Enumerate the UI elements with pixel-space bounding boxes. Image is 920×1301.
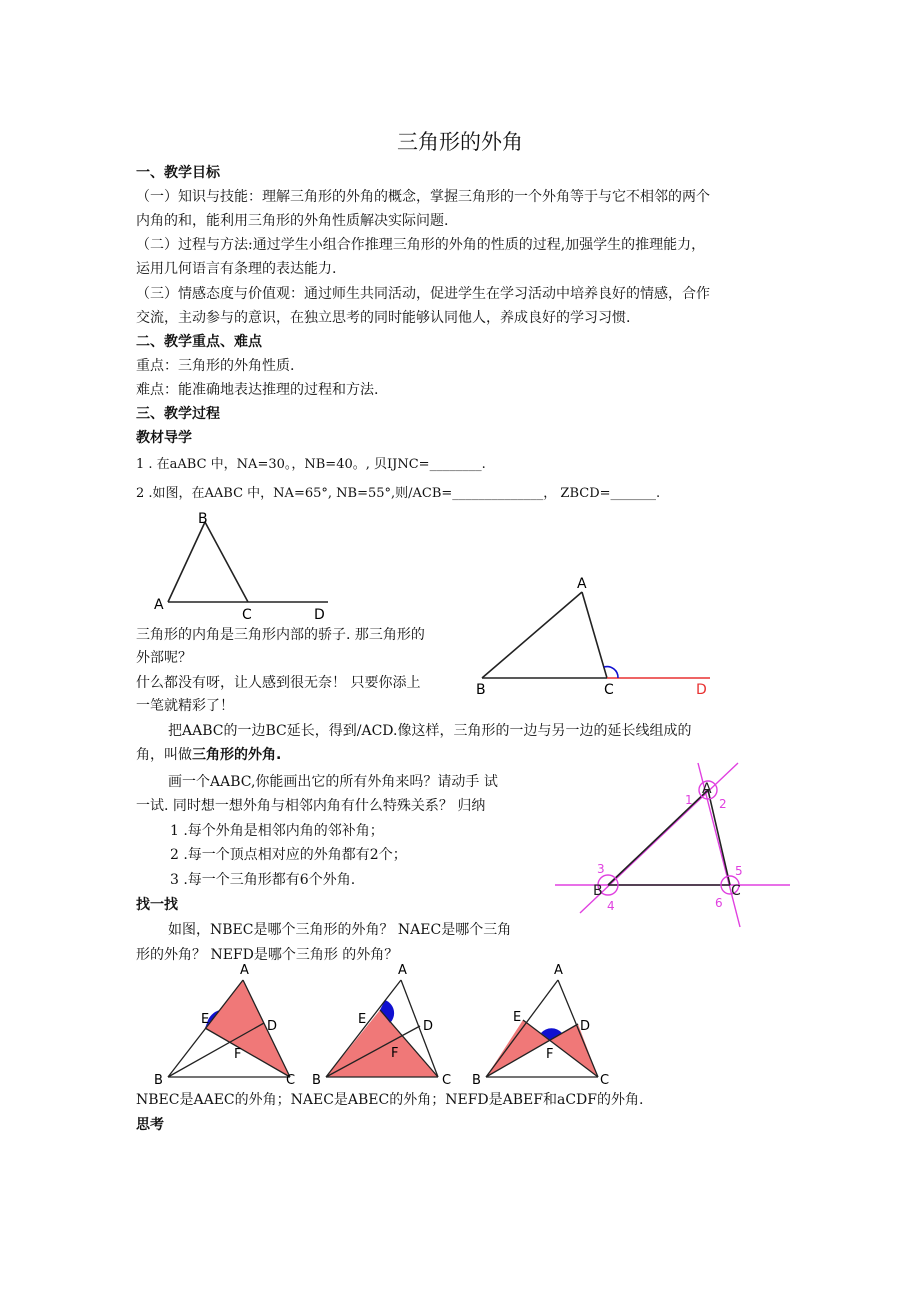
vertex-label-a: A [702,781,712,797]
question-1: 1 . 在aABC 中，NA=30。，NB=40。, 贝IJNC=________. [136,457,486,472]
intro-line: 外部呢？ [136,650,192,666]
vertex-label-a: A [398,963,407,978]
vertex-label-b: B [312,1073,321,1088]
angle-number: 3 [597,862,605,876]
angle-number: 6 [715,896,723,910]
figure-triangle-extension [150,505,340,623]
intro-line: 什么都没有呀，让人感到很无奈！ 只要你添上 [136,675,421,691]
vertex-label-a: A [154,597,164,613]
vertex-label-e: E [358,1012,367,1027]
vertex-label-b: B [198,511,208,527]
figure-triangle-aec [150,960,305,1090]
angle-number: 1 [685,793,693,807]
question-2: 2 .如图，在AABC 中，NA=65°, NB=55°,则/ACB=______________， ZBCD=_______. [136,486,661,501]
paragraph-line: 运用几何语言有条理的表达能力. [136,261,337,277]
vertex-label-c: C [731,883,741,899]
subheading-think: 思考 [136,1117,164,1133]
summary-item: 2 .每一个顶点相对应的外角都有2个； [170,847,407,863]
vertex-label-a: A [577,576,587,592]
vertex-label-a: A [240,963,249,978]
vertex-label-d: D [696,682,707,698]
vertex-label-c: C [242,607,252,623]
key-point: 重点：三角形的外角性质. [136,358,295,374]
vertex-label-d: D [423,1019,434,1034]
draw-prompt-line: 画一个AABC,你能画出它的所有外角来吗？请动手 试 [168,774,498,790]
vertex-label-b: B [593,883,603,899]
vertex-label-c: C [442,1073,452,1088]
vertex-label-b: B [154,1073,163,1088]
page-title: 三角形的外角 [397,130,523,154]
draw-prompt-line: 一试. 同时想一想外角与相邻内角有什么特殊关系？ 归纳 [136,798,486,814]
subheading-find: 找一找 [136,897,178,913]
paragraph-line: 交流，主动参与的意识，在独立思考的同时能够认同他人，养成良好的学习习惯. [136,310,631,326]
vertex-label-d: D [314,607,325,623]
vertex-label-f: F [391,1046,399,1061]
vertex-label-b: B [472,1073,481,1088]
difficulty-point: 难点：能准确地表达推理的过程和方法. [136,382,379,398]
vertex-label-c: C [604,682,614,698]
definition-line: 角，叫做三角形的外角. [136,747,282,763]
find-question-line: 形的外角？ NEFD是哪个三角形 的外角？ [136,947,399,963]
figure-exterior-angle-acd [470,570,720,700]
vertex-label-c: C [286,1073,296,1088]
vertex-label-d: D [267,1019,278,1034]
vertex-label-a: A [554,963,563,978]
figure-six-exterior-angles [550,755,800,940]
answer-line: NBEC是AAEC的外角；NAEC是ABEC的外角；NEFD是ABEF和aCDF的外角. [136,1092,644,1108]
intro-line: 一笔就精彩了！ [136,698,234,714]
paragraph-line: （二）过程与方法:通过学生小组合作推理三角形的外角的性质的过程,加强学生的推理能力， [136,237,706,253]
term-exterior-angle: 三角形的外角. [192,747,282,763]
vertex-label-f: F [546,1047,554,1062]
vertex-label-e: E [201,1012,210,1027]
section-heading-process: 三、教学过程 [136,406,220,422]
vertex-label-b: B [476,682,486,698]
intro-line: 三角形的内角是三角形内部的骄子. 那三角形的 [136,627,425,643]
vertex-label-e: E [513,1010,522,1025]
angle-number: 4 [607,899,615,913]
summary-item: 1 .每个外角是相邻内角的邻补角； [170,823,384,839]
figure-triangles-bef-cdf [468,960,623,1090]
vertex-label-c: C [600,1073,610,1088]
subheading-guide: 教材导学 [136,430,192,446]
vertex-label-d: D [580,1019,591,1034]
paragraph-line: 内角的和，能利用三角形的外角性质解决实际问题. [136,213,449,229]
angle-number: 5 [735,864,743,878]
find-question-line: 如图，NBEC是哪个三角形的外角？ NAEC是哪个三角 [168,922,512,938]
definition-line: 把AABC的一边BC延长，得到/ACD.像这样，三角形的一边与另一边的延长线组成的 [168,723,692,739]
section-heading-focus: 二、教学重点、难点 [136,334,262,350]
summary-item: 3 .每一个三角形都有6个外角. [170,872,356,888]
figure-triangle-bec [308,960,463,1090]
vertex-label-f: F [234,1047,242,1062]
paragraph-line: （三）情感态度与价值观：通过师生共同活动，促进学生在学习活动中培养良好的情感，合作 [136,286,710,302]
angle-number: 2 [719,797,727,811]
paragraph-line: （一）知识与技能：理解三角形的外角的概念，掌握三角形的一个外角等于与它不相邻的两个 [136,189,710,205]
section-heading-goals: 一、教学目标 [136,165,220,181]
